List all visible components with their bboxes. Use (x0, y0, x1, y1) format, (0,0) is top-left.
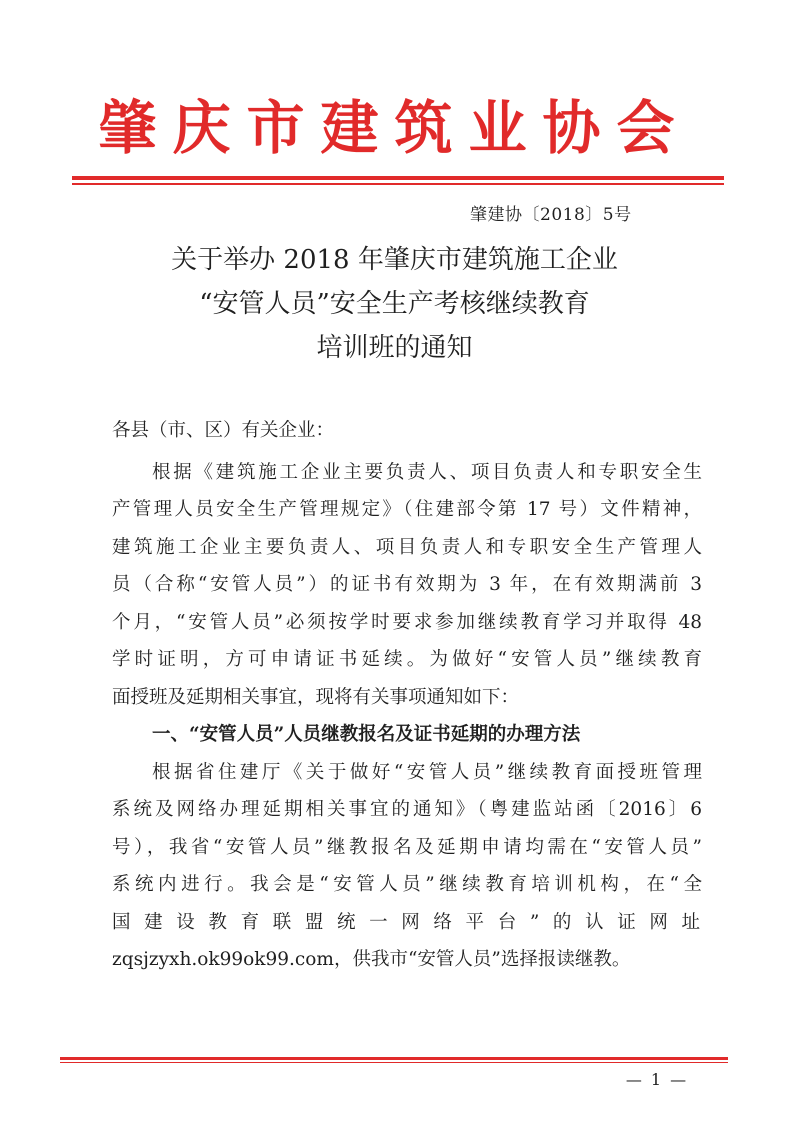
document-number: 肇建协〔2018〕5号 (470, 205, 632, 225)
paragraph-line: 个月，“安管人员”必须按学时要求参加继续教育学习并取得 48 (112, 611, 702, 633)
paragraph-line: 系统内进行。我会是“安管人员”继续教育培训机构，在“全 (112, 874, 702, 895)
salutation: 各县（市、区）有关企业： (112, 420, 335, 441)
paragraph-line: 国建设教育联盟统一网络平台”的认证网址 (112, 911, 702, 933)
masthead-rule-thin (72, 183, 724, 185)
paragraph-line: 根据《建筑施工企业主要负责人、项目负责人和专职安全生 (152, 461, 702, 483)
paragraph-line: 员（合称“安管人员”）的证书有效期为 3 年，在有效期满前 3 (112, 574, 702, 595)
footer-rule-thick (60, 1057, 728, 1060)
page-number: — 1 — (625, 1070, 689, 1089)
paragraph-line: 根据省住建厅《关于做好“安管人员”继续教育面授班管理 (152, 761, 702, 783)
document-title (0, 238, 789, 370)
paragraph-line: zqsjzyxh.ok99ok99.com，供我市“安管人员”选择报读继教。 (112, 949, 631, 970)
title-line: 培训班的通知 (316, 333, 473, 363)
org-masthead: 肇庆市建筑业协会 (98, 94, 691, 162)
paragraph-line: 面授班及延期相关事宜，现将有关事项通知如下： (112, 686, 520, 708)
masthead-rule-thick (72, 176, 724, 180)
footer-rule-thin (60, 1062, 728, 1063)
section-heading: 一、“安管人员”人员继教报名及证书延期的办理方法 (152, 724, 581, 745)
title-line: “安管人员”安全生产考核继续教育 (199, 289, 590, 319)
paragraph-line: 建筑施工企业主要负责人、项目负责人和专职安全生产管理人 (112, 536, 702, 558)
paragraph-line: 号），我省“安管人员”继教报名及延期申请均需在“安管人员” (112, 836, 702, 858)
document-body (112, 412, 702, 979)
paragraph-line: 学时证明，方可申请证书延续。为做好“安管人员”继续教育 (112, 649, 702, 670)
title-line: 关于举办 2018 年肇庆市建筑施工企业 (171, 245, 618, 275)
paragraph-line: 系统及网络办理延期相关事宜的通知》（粤建监站函〔2016〕6 (112, 799, 702, 820)
paragraph-line: 产管理人员安全生产管理规定》（住建部令第 17 号）文件精神， (112, 499, 702, 520)
